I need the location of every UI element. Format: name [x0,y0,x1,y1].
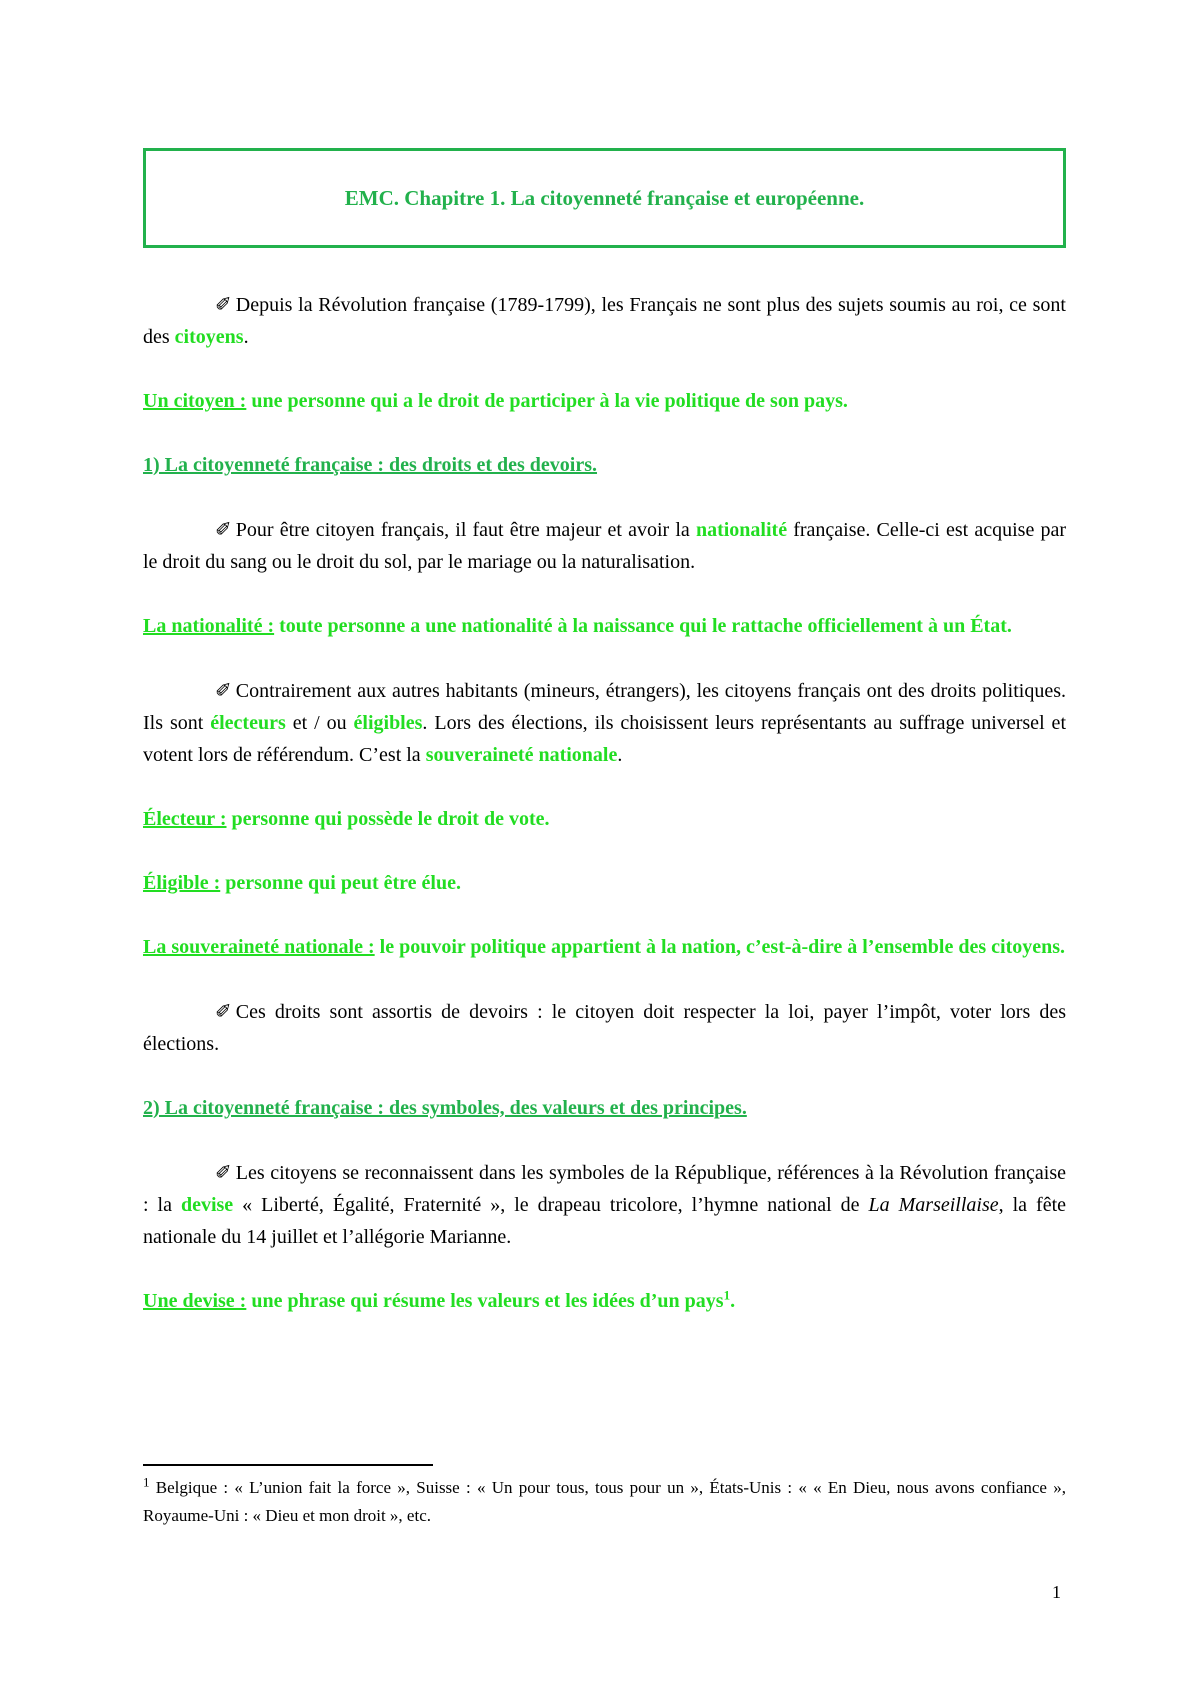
footnote-ref[interactable]: 1 [723,1287,731,1303]
paragraph-revolution [143,288,1066,353]
page-title: EMC. Chapitre 1. La citoyenneté française et européenne. [344,185,865,210]
page-number: 1 [1052,1582,1061,1602]
paragraph-text: Les citoyens se reconnaissent dans les symboles de la République, références à la Révolution française : la [143,1162,1066,1216]
definition-term: Électeur : [143,808,227,830]
definition-term: Une devise : [143,1290,247,1312]
paragraph-nationalite [143,513,1066,578]
definition-electeur [143,803,1066,835]
keyword-souverainete: souveraineté nationale [425,744,618,766]
definition-term: La nationalité : [143,615,275,637]
footnote-number: 1 [143,1474,150,1490]
definition-body: une personne qui a le droit de participer à la vie politique de son pays. [246,390,848,412]
definition-term: Un citoyen : [143,390,247,412]
definition-eligible [143,867,1066,899]
paragraph-devoirs [143,995,1066,1060]
paragraph-text: Contrairement aux autres habitants (mineurs, étrangers), les citoyens français ont des droits politiques. Ils sont [143,680,1066,734]
keyword-citoyens: citoyens [174,326,244,348]
paragraph-text: et / ou [285,712,354,734]
definition-citoyen [143,385,1066,417]
section-title: 1) La citoyenneté française : des droits et des devoirs. [143,454,598,476]
footnote [143,1474,1066,1530]
pencil-icon: ✐ [215,292,232,316]
paragraph-text: . Lors des élections, ils choisissent leurs représentants au suffrage universel et votent lors de référendum. C’est la [143,712,1066,766]
paragraph-droits-politiques [143,674,1066,771]
pencil-icon: ✐ [215,678,232,702]
definition-body: une phrase qui résume les valeurs et les idées d’un pays [246,1290,724,1312]
paragraph-text: française. Celle-ci est acquise par le droit du sang ou le droit du sol, par le mariage ou la naturalisation. [143,519,1066,573]
definition-term: La souveraineté nationale : [143,936,375,958]
pencil-icon: ✐ [215,1160,232,1184]
pencil-icon: ✐ [215,999,232,1023]
italic-title: La Marseillaise [868,1194,999,1216]
paragraph-symboles [143,1156,1066,1253]
paragraph-text: . [243,326,249,348]
title-box [143,148,1066,248]
section-heading-1 [143,449,1066,481]
paragraph-text: Pour être citoyen français, il faut être majeur et avoir la [235,519,696,541]
definition-end: . [730,1290,736,1312]
paragraph-text: , la fête nationale du 14 juillet et l’allégorie Marianne. [143,1194,1067,1248]
keyword-devise: devise [180,1194,234,1216]
footnote-text: Belgique : « L’union fait la force », Suisse : « Un pour tous, tous pour un », États-Unis : « « En Dieu, nous avons confiance », Royaume-Uni : « Dieu et mon droit », etc. [143,1478,1066,1525]
definition-body: personne qui peut être élue. [220,872,461,894]
definition-body: toute personne a une nationalité à la naissance qui le rattache officiellement à un État. [274,615,1012,637]
definition-body: le pouvoir politique appartient à la nation, c’est-à-dire à l’ensemble des citoyens. [374,936,1066,958]
section-heading-2 [143,1092,1066,1124]
pencil-icon: ✐ [215,517,232,541]
paragraph-text: Depuis la Révolution française (1789-1799), les Français ne sont plus des sujets soumis au roi, ce sont des [143,294,1066,348]
paragraph-text: . [617,744,623,766]
keyword-electeurs: électeurs [210,712,286,734]
footnote-divider [143,1464,433,1466]
definition-devise [143,1285,1066,1317]
document-page [143,148,1066,1317]
section-title: 2) La citoyenneté française : des symboles, des valeurs et des principes. [143,1097,747,1119]
definition-nationalite [143,610,1066,642]
definition-souverainete [143,931,1066,963]
paragraph-text: « Liberté, Égalité, Fraternité », le drapeau tricolore, l’hymne national de [233,1194,869,1216]
keyword-nationalite: nationalité [695,519,788,541]
keyword-eligibles: éligibles [353,712,423,734]
paragraph-text: Ces droits sont assortis de devoirs : le citoyen doit respecter la loi, payer l’impôt, voter lors des élections. [143,1001,1066,1055]
definition-body: personne qui possède le droit de vote. [226,808,550,830]
definition-term: Éligible : [143,872,221,894]
